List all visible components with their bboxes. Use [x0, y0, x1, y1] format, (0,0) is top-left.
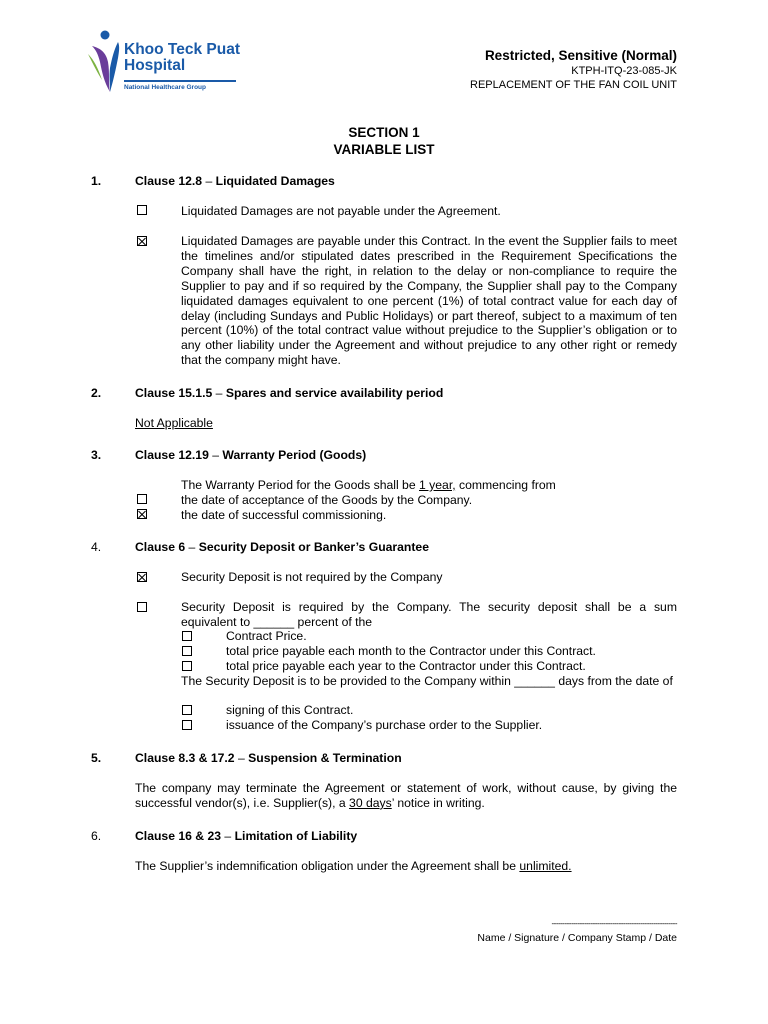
- clause-1-option-1-text: Liquidated Damages are not payable under the Agreement.: [181, 204, 501, 218]
- clause-1-heading: [135, 174, 335, 188]
- clause-5-body-pre: The company may terminate the Agreement or statement of work, without cause, by giving the successful vendor(s), i.e. Supplier(s), a: [135, 781, 677, 810]
- clause-3-intro: [181, 478, 556, 492]
- clause-5-notice-period: 30 days: [349, 795, 392, 810]
- logo-line-1: Khoo Teck Puat: [124, 41, 240, 58]
- clause-4-sub-2-checkbox[interactable]: [182, 646, 192, 656]
- clause-4-sub-2-text: total price payable each month to the Contractor under this Contract.: [226, 644, 596, 658]
- clause-4-sub-1-checkbox[interactable]: [182, 631, 192, 641]
- clause-3-option-1-text: the date of acceptance of the Goods by the Company.: [181, 493, 473, 507]
- clause-5-heading: [135, 751, 402, 765]
- section-title: VARIABLE LIST: [333, 142, 435, 157]
- clause-3-option-2-checkbox[interactable]: [137, 509, 147, 519]
- clause-3-heading: [135, 448, 366, 462]
- clause-6-body-pre: The Supplier’s indemnification obligation under the Agreement shall be: [135, 859, 520, 873]
- logo-wordmark: [124, 42, 240, 74]
- clause-1-option-2-checkbox[interactable]: [137, 236, 147, 246]
- clause-3-intro-pre: The Warranty Period for the Goods shall be: [181, 478, 419, 492]
- clause-3-subject: Warranty Period (Goods): [222, 448, 367, 462]
- clause-4-sub-5-text: issuance of the Company’s purchase order to the Supplier.: [226, 718, 543, 732]
- logo-divider: [124, 80, 236, 82]
- clause-2-heading: [135, 386, 443, 400]
- clause-6-dash: –: [221, 829, 235, 843]
- clause-1-ref: Clause 12.8: [135, 174, 203, 188]
- clause-4-option-2-text: Security Deposit is required by the Company. The security deposit shall be a sum equivalent to ______ percent of the: [181, 600, 677, 629]
- clause-6-liability: unlimited.: [519, 859, 572, 873]
- clause-5-number: 5.: [91, 751, 102, 765]
- clause-3-intro-post: commencing from: [455, 478, 556, 492]
- clause-2-dash: –: [212, 386, 226, 400]
- clause-6-subject: Limitation of Liability: [234, 829, 358, 843]
- clause-3-option-1-checkbox[interactable]: [137, 494, 147, 504]
- clause-5-subject: Suspension & Termination: [248, 751, 402, 765]
- clause-4-sub-3-text: total price payable each year to the Contractor under this Contract.: [226, 659, 586, 673]
- clause-6-body: [135, 859, 572, 873]
- clause-4-provision-text: The Security Deposit is to be provided to the Company within ______ days from the date of: [181, 674, 673, 688]
- document-title: REPLACEMENT OF THE FAN COIL UNIT: [470, 79, 677, 91]
- clause-5-body: [135, 781, 677, 811]
- clause-1-dash: –: [202, 174, 216, 188]
- clause-1-option-2-text: Liquidated Damages are payable under this Contract. In the event the Supplier fails to meet the timelines and/or stipulated dates prescribed in the Requirement Specifications the Company shall have the right, in relation to the delay or non-compliance to require the Supplier to pay and if so required by the Company, the Supplier shall pay to the Company liquidated damages equivalent to one percent (1%) of total contract value for each day of delay (including Sundays and Public Holidays) or part thereof, subject to a maximum of ten percent (10%) of the total contract value without prejudice to the Supplier’s obligation or to any other liability under the Agreement and without prejudice to any other right or remedy that the company might have.: [181, 234, 677, 368]
- clause-6-heading: [135, 829, 357, 843]
- clause-4-sub-4-text: signing of this Contract.: [226, 703, 354, 717]
- clause-4-sub-5-checkbox[interactable]: [182, 720, 192, 730]
- clause-2-ref: Clause 15.1.5: [135, 386, 213, 400]
- clause-5-ref: Clause 8.3 & 17.2: [135, 751, 235, 765]
- clause-4-sub-3-checkbox[interactable]: [182, 661, 192, 671]
- clause-4-sub-4-checkbox[interactable]: [182, 705, 192, 715]
- clause-2-subject: Spares and service availability period: [225, 386, 444, 400]
- clause-3-option-2-text: the date of successful commissioning.: [181, 508, 387, 522]
- clause-3-ref: Clause 12.19: [135, 448, 209, 462]
- clause-4-option-1-checkbox[interactable]: [137, 572, 147, 582]
- clause-6-number: 6.: [91, 829, 102, 843]
- clause-4-subject: Security Deposit or Banker’s Guarantee: [198, 540, 429, 554]
- clause-5-body-post: ’ notice in writing.: [391, 795, 485, 810]
- clause-1-number: 1.: [91, 174, 102, 188]
- clause-4-number: 4.: [91, 540, 102, 554]
- logo-line-2: Hospital: [124, 57, 186, 74]
- clause-1-option-1-checkbox[interactable]: [137, 205, 147, 215]
- logo-subtitle: National Healthcare Group: [124, 84, 206, 91]
- document-classification: Restricted, Sensitive (Normal): [484, 48, 677, 63]
- section-label: SECTION 1: [348, 125, 420, 140]
- clause-2-number: 2.: [91, 386, 102, 400]
- signature-line: ----------------------------------------------------------: [551, 919, 677, 928]
- clause-4-dash: –: [185, 540, 199, 554]
- clause-3-number: 3.: [91, 448, 102, 462]
- clause-4-option-2-checkbox[interactable]: [137, 602, 147, 612]
- clause-4-ref: Clause 6: [135, 540, 186, 554]
- clause-4-sub-1-text: Contract Price.: [226, 629, 307, 643]
- logo-figure-icon: [88, 28, 124, 98]
- clause-4-option-1-text: Security Deposit is not required by the Company: [181, 570, 443, 584]
- clause-6-ref: Clause 16 & 23: [135, 829, 222, 843]
- clause-5-dash: –: [234, 751, 249, 765]
- signature-label: Name / Signature / Company Stamp / Date: [477, 932, 677, 944]
- clause-3-period: 1 year,: [419, 478, 456, 492]
- clause-1-subject: Liquidated Damages: [215, 174, 335, 188]
- hospital-logo: [88, 28, 248, 98]
- clause-4-heading: [135, 540, 429, 554]
- document-reference: KTPH-ITQ-23-085-JK: [571, 65, 677, 77]
- clause-3-dash: –: [208, 448, 223, 462]
- clause-2-body: Not Applicable: [135, 416, 213, 430]
